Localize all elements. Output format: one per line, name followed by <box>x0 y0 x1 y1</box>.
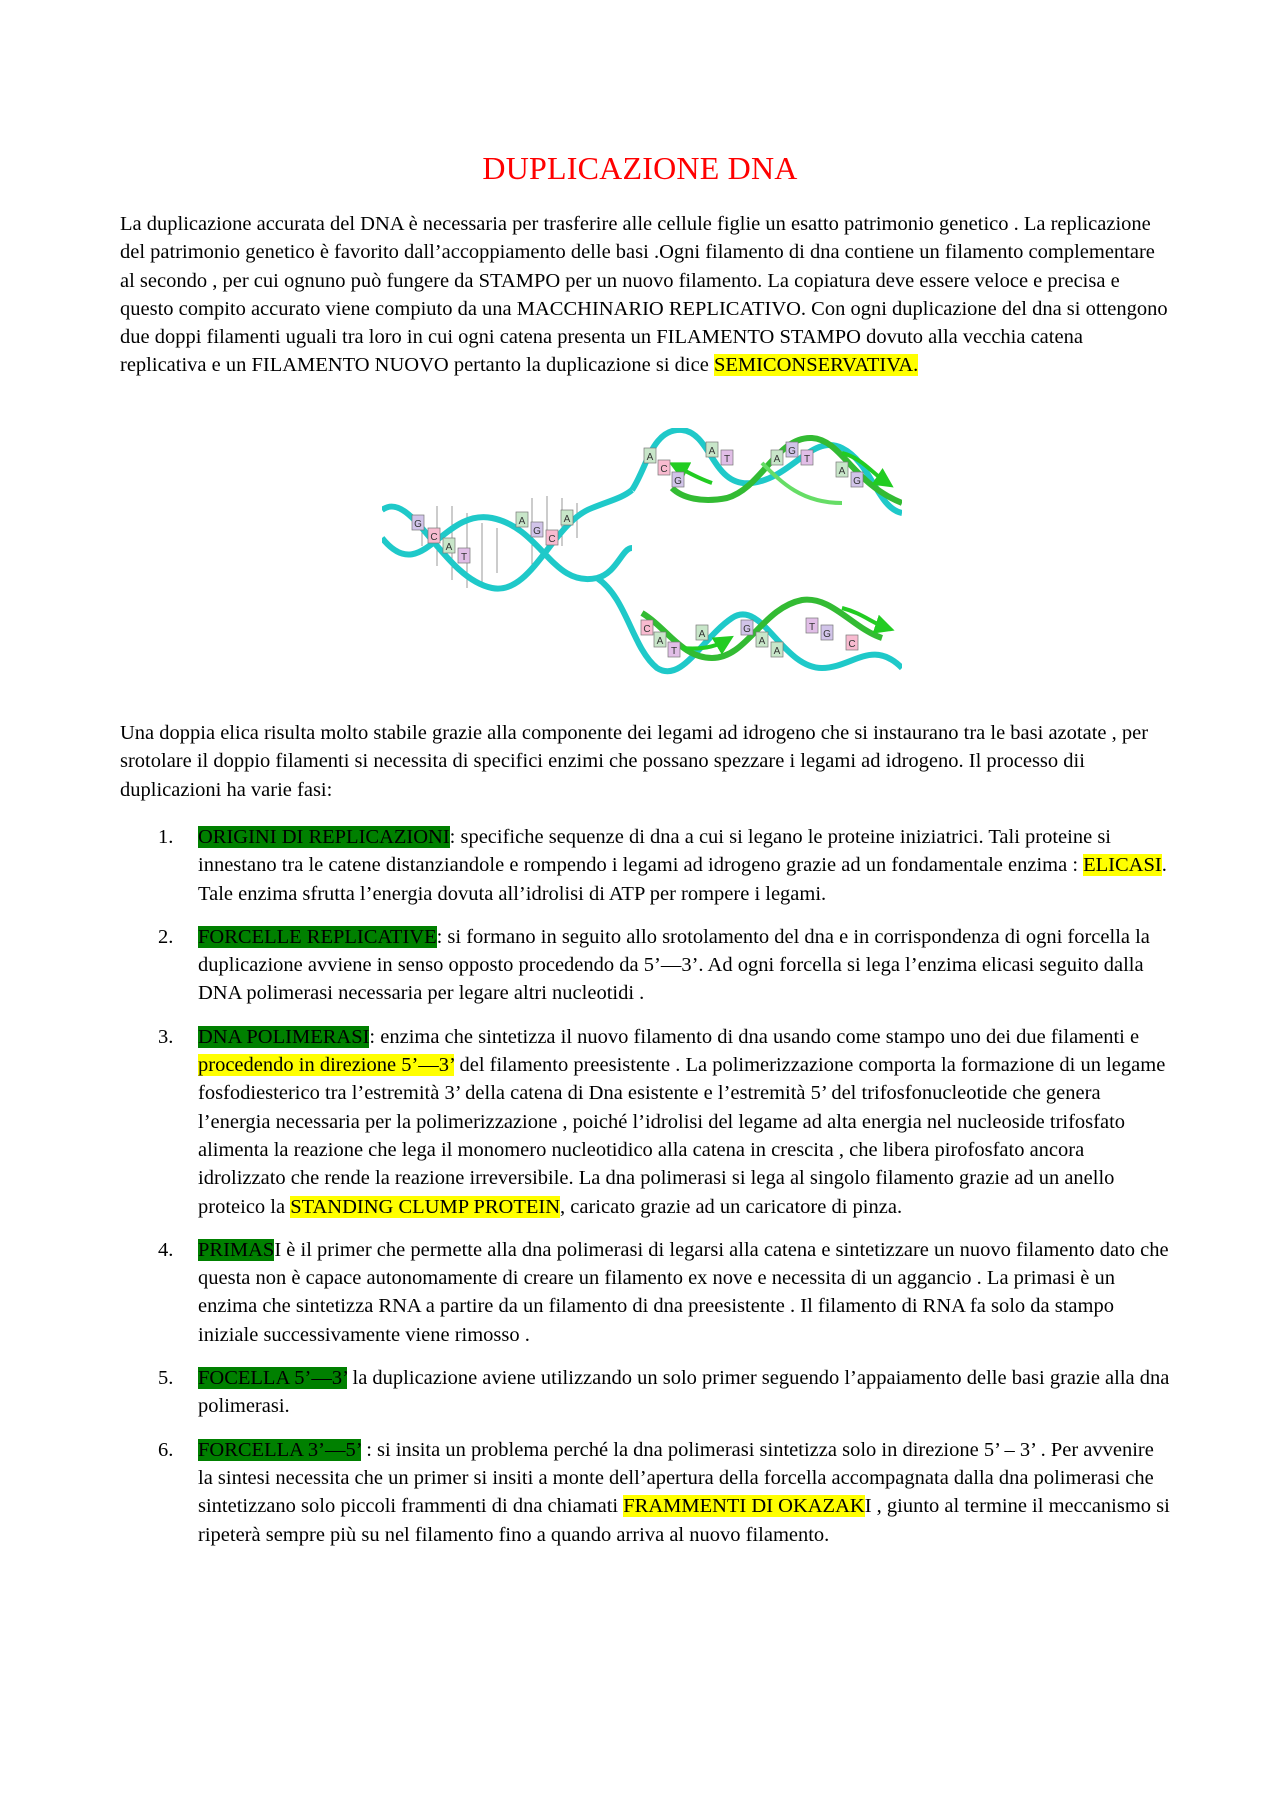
phases-list <box>120 823 1170 1564</box>
svg-text:G: G <box>788 446 796 457</box>
item-text: : enzima che sintetizza il nuovo filamento di dna usando come stampo uno dei due filamenti e <box>369 1025 1140 1048</box>
base-tile <box>836 462 848 477</box>
base-tile <box>851 472 863 487</box>
svg-text:T: T <box>803 454 811 465</box>
svg-text:G: G <box>743 624 751 635</box>
intro-text: La duplicazione accurata del DNA è necessaria per trasferire alle cellule figlie un esatto patrimonio genetico . La replicazione del patrimonio genetico è favorito dall’accoppiamento delle basi .Ogni filamento di dna contiene un filamento complementare al secondo , per cui ognuno può fungere da STAMPO per un nuovo filamento. La copiatura deve essere veloce e precisa e questo compito accurato viene compiuto da una MACCHINARIO REPLICATIVO. Con ogni duplicazione del dna si ottengono due doppi filamenti uguali tra loro in cui ogni catena presenta un FILAMENTO STAMPO dovuto alla vecchia catena replicativa e un FILAMENTO NUOVO pertanto la duplicazione si dice <box>120 213 1168 377</box>
term-highlight: FOCELLA 5’—3’ <box>198 1367 348 1390</box>
term-highlight: ORIGINI DI REPLICAZIONI <box>198 826 450 848</box>
base-tile <box>428 528 440 543</box>
svg-text:T: T <box>460 552 468 563</box>
base-tile <box>672 472 684 487</box>
item-text-end: , caricato grazie ad un caricatore di pinza. <box>560 1195 903 1218</box>
base-tile <box>771 642 783 657</box>
list-number: 2. <box>158 925 174 948</box>
svg-text:G: G <box>533 526 541 537</box>
intro-paragraph <box>120 210 1170 380</box>
svg-text:A: A <box>838 466 846 477</box>
svg-text:C: C <box>848 639 856 650</box>
page-title: DUPLICAZIONE DNA <box>482 150 798 186</box>
list-item <box>120 823 1170 908</box>
dna-replication-figure <box>382 428 902 684</box>
base-tile <box>561 510 573 525</box>
base-tile <box>458 548 470 563</box>
base-tile <box>658 460 670 475</box>
item-text-cont: I , giunto al termine il meccanismo si ripeterà sempre più su nel filamento fino a quando arriva al nuovo filamento. <box>198 1495 1170 1546</box>
item-text-cont: del filamento preesistente . La polimerizzazione comporta la formazione di un legame fosfodiesterico tra l’estremità 3’ della catena di Dna esistente e l’estremità 5’ del trifosfonucleotide che genera l’energia necessaria per la polimerizzazione , poiché l’idrolisi del legame ad alta energia nel nucleoside trifosfato alimenta la reazione che lega il monomero nucleotidico alla catena in crescita , che libera pirofosfato ancora idrolizzato che rende la reazione irreversibile. La dna polimerasi si lega al singolo filamento grazie ad un anello proteico la <box>198 1054 1166 1218</box>
okazaki-highlight: FRAMMENTI DI OKAZAK <box>623 1495 865 1518</box>
base-tile <box>806 618 818 633</box>
base-tile <box>771 450 783 465</box>
list-number: 1. <box>158 826 174 848</box>
upper-new-strand-2 <box>762 463 842 503</box>
base-tile <box>516 512 528 527</box>
list-item <box>120 1023 1170 1221</box>
svg-text:G: G <box>853 476 861 487</box>
term-highlight: FORCELLE REPLICATIVE <box>198 925 437 948</box>
base-tile <box>741 620 753 635</box>
upper-template-strand <box>632 430 902 513</box>
svg-text:A: A <box>563 514 571 525</box>
list-number: 5. <box>158 1367 174 1390</box>
base-tile <box>706 442 718 457</box>
list-item <box>120 923 1170 1008</box>
base-tile <box>721 450 733 465</box>
item-text: : si insita un problema perché la dna polimerasi sintetizza solo in direzione 5’ – 3’ . Per avvenire la sintesi necessita che un primer si insiti a monte dell’apertura della forcella accompagnata dalla dna polimerasi che sintetizzano solo piccoli frammenti di dna chiamati <box>198 1438 1154 1518</box>
term-highlight: DNA POLIMERASI <box>198 1025 370 1048</box>
base-tile <box>846 635 858 650</box>
elicasi-highlight: ELICASI <box>1083 854 1162 877</box>
svg-text:C: C <box>430 532 438 543</box>
semiconservativa-highlight: SEMICONSERVATIVA. <box>713 354 919 377</box>
list-number: 4. <box>158 1238 174 1261</box>
svg-text:G: G <box>414 519 422 530</box>
base-tile <box>821 625 833 640</box>
item-text: I è il primer che permette alla dna polimerasi di legarsi alla catena e sintetizzare un nuovo filamento dato che questa non è capace autonomamente di creare un filamento ex nove e necessita di un aggancio . La primasi è un enzima che sintetizza RNA a partire da un filamento di dna preesistente . Il filamento di RNA fa solo da stampo iniziale successivamente viene rimosso . <box>198 1238 1169 1346</box>
svg-text:A: A <box>518 516 526 527</box>
svg-text:A: A <box>773 646 781 657</box>
svg-text:C: C <box>548 534 556 545</box>
term-highlight: FORCELLA 3’—5’ <box>198 1438 362 1461</box>
item-text: la duplicazione aviene utilizzando un solo primer seguendo l’appaiamento delle basi grazie alla dna polimerasi. <box>198 1367 1170 1418</box>
item-text: : specifiche sequenze di dna a cui si legano le proteine iniziatrici. Tali proteine si innestano tra le catene distanziandole e rompendo i legami ad idrogeno grazie ad un fondamentale enzima : <box>198 826 1112 877</box>
svg-text:T: T <box>723 454 731 465</box>
svg-text:G: G <box>823 629 831 640</box>
list-item <box>120 1236 1170 1349</box>
base-tile <box>546 530 558 545</box>
svg-text:A: A <box>758 636 766 647</box>
base-tile <box>641 620 653 635</box>
list-item <box>120 1436 1170 1549</box>
list-item <box>120 1364 1170 1421</box>
clump-protein-highlight: STANDING CLUMP PROTEIN <box>290 1195 561 1218</box>
svg-text:T: T <box>670 646 678 657</box>
base-tile <box>756 632 768 647</box>
item-text: : si formano in seguito allo srotolamento del dna e in corrispondenza di ogni forcella la duplicazione avviene in senso opposto procedendo da 5’—3’. Ad ogni forcella si lega l’enzima elicasi seguito dalla DNA polimerasi necessaria per legare altri nucleotidi . <box>198 925 1150 1005</box>
svg-text:A: A <box>656 636 664 647</box>
base-tile <box>786 442 798 457</box>
svg-text:A: A <box>646 452 654 463</box>
item-text-cont: . Tale enzima sfrutta l’energia dovuta all’idrolisi di ATP per rompere i legami. <box>198 854 1167 905</box>
base-tile <box>696 625 708 640</box>
base-tile <box>443 538 455 553</box>
list-number: 6. <box>158 1438 174 1461</box>
term-highlight: PRIMAS <box>198 1238 275 1261</box>
svg-text:A: A <box>773 454 781 465</box>
svg-text:C: C <box>660 464 668 475</box>
svg-text:G: G <box>674 476 682 487</box>
base-tile <box>412 515 424 530</box>
helix-paragraph: Una doppia elica risulta molto stabile grazie alla componente dei legami ad idrogeno che si instaurano tra le basi azotate , per srotolare il doppio filamenti si necessita di specifici enzimi che possano spezzare i legami ad idrogeno. Il processo dii duplicazioni ha varie fasi: <box>120 722 1149 801</box>
base-tile <box>801 450 813 465</box>
svg-text:A: A <box>698 629 706 640</box>
list-number: 3. <box>158 1025 174 1048</box>
parent-strand-1 <box>382 490 632 589</box>
direction-highlight: procedendo in direzione 5’—3’ <box>198 1054 455 1077</box>
svg-text:A: A <box>445 542 453 553</box>
svg-text:T: T <box>808 622 816 633</box>
base-tile <box>531 522 543 537</box>
base-tile <box>668 642 680 657</box>
svg-text:A: A <box>708 446 716 457</box>
base-tile <box>654 632 666 647</box>
svg-text:C: C <box>643 624 651 635</box>
base-tile <box>644 448 656 463</box>
